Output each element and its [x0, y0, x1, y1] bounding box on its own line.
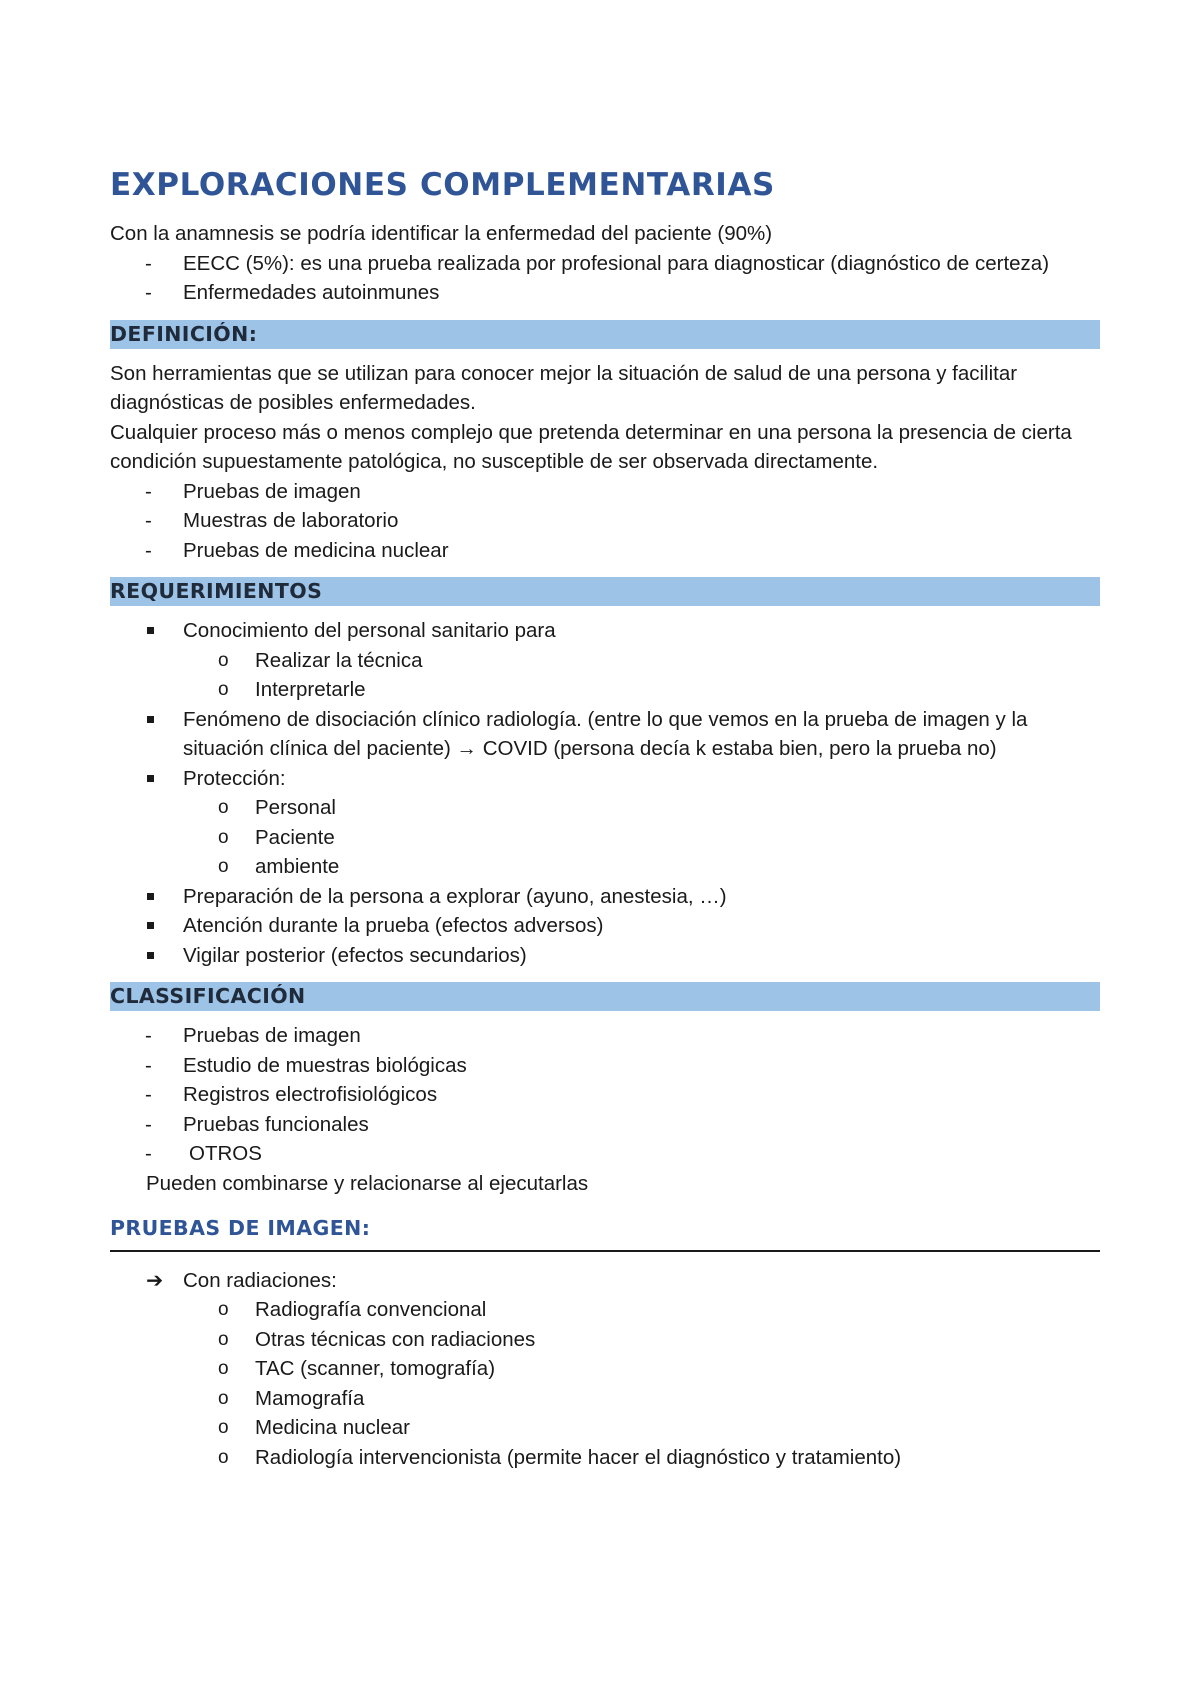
- circle-bullet: o: [218, 1358, 229, 1379]
- list-item: Conocimiento del personal sanitario para: [110, 616, 1100, 646]
- dash-bullet: -: [145, 1053, 152, 1077]
- requirements-list: [110, 616, 1100, 646]
- list-item: Fenómeno de disociación clínico radiología. (entre lo que vemos en la prueba de imagen y la situación clínica del paciente) → COVID (persona decía k estaba bien, pero la prueba no): [110, 705, 1100, 764]
- list-item: o Mamografía: [110, 1384, 1100, 1414]
- list-item: - Estudio de muestras biológicas: [110, 1051, 1100, 1081]
- list-item: - Muestras de laboratorio: [110, 506, 1100, 536]
- requirements-sublist: [110, 646, 1100, 705]
- dash-bullet: -: [145, 1083, 152, 1106]
- list-item: o Radiografía convencional: [110, 1295, 1100, 1325]
- dash-bullet: -: [145, 509, 152, 532]
- classification-note: Pueden combinarse y relacionarse al ejecutarlas: [146, 1171, 589, 1195]
- dash-bullet: -: [145, 251, 152, 275]
- list-item: - Enfermedades autoinmunes: [110, 278, 1100, 308]
- list-item: - Registros electrofisiológicos: [110, 1080, 1100, 1110]
- section-heading-definicion: DEFINICIÓN:: [110, 320, 1100, 349]
- circle-bullet: o: [218, 1417, 229, 1438]
- square-bullet-icon: [147, 893, 154, 900]
- dash-bullet: -: [145, 1024, 152, 1047]
- definition-paragraph: Cualquier proceso más o menos complejo que pretenda determinar en una persona la presencia de cierta condición supuestamente patológica, no susceptible de ser observada directamente.: [110, 420, 1072, 473]
- list-item: - Pruebas de imagen: [110, 477, 1100, 507]
- circle-bullet: o: [218, 1387, 229, 1409]
- list-item: ➔ Con radiaciones:: [110, 1266, 1100, 1296]
- dash-bullet: -: [145, 281, 152, 304]
- list-item: o Realizar la técnica: [110, 646, 1100, 676]
- classification-list: [110, 1021, 1100, 1169]
- definition-list: [110, 477, 1100, 566]
- dash-bullet: -: [145, 479, 152, 503]
- imaging-list: [110, 1266, 1100, 1296]
- list-item: - EECC (5%): es una prueba realizada por profesional para diagnosticar (diagnóstico de certeza): [110, 249, 1100, 279]
- requirements-sublist: [110, 793, 1100, 882]
- list-item: o Interpretarle: [110, 675, 1100, 705]
- square-bullet-icon: [147, 775, 154, 782]
- circle-bullet: o: [218, 1446, 229, 1468]
- dash-bullet: -: [145, 1142, 152, 1165]
- arrow-icon: →: [456, 737, 477, 760]
- list-item: - Pruebas de medicina nuclear: [110, 536, 1100, 566]
- square-bullet-icon: [147, 952, 154, 959]
- circle-bullet: o: [218, 679, 229, 700]
- list-item: Atención durante la prueba (efectos adversos): [110, 911, 1100, 941]
- circle-bullet: o: [218, 649, 229, 671]
- arrow-icon: ➔: [146, 1268, 164, 1292]
- circle-bullet: o: [218, 1299, 229, 1320]
- list-item: Vigilar posterior (efectos secundarios): [110, 941, 1100, 971]
- definition-paragraph: Son herramientas que se utilizan para conocer mejor la situación de salud de una persona y facilitar diagnósticas de posibles enfermedades.: [110, 361, 1018, 414]
- page-title: EXPLORACIONES COMPLEMENTARIAS: [110, 167, 775, 203]
- document-content: [110, 165, 1100, 1472]
- circle-bullet: o: [218, 856, 229, 877]
- list-item: o Personal: [110, 793, 1100, 823]
- imaging-sublist: [110, 1295, 1100, 1472]
- list-item: o Medicina nuclear: [110, 1413, 1100, 1443]
- list-item: Protección:: [110, 764, 1100, 794]
- intro-list: [110, 249, 1100, 308]
- dash-bullet: -: [145, 538, 152, 562]
- requirements-list: [110, 882, 1100, 971]
- dash-bullet: -: [145, 1112, 152, 1136]
- list-item: o Paciente: [110, 823, 1100, 853]
- list-item: - OTROS: [110, 1139, 1100, 1169]
- circle-bullet: o: [218, 826, 229, 848]
- square-bullet-icon: [147, 922, 154, 929]
- requirements-list: [110, 705, 1100, 794]
- list-item: o TAC (scanner, tomografía): [110, 1354, 1100, 1384]
- square-bullet-icon: [147, 627, 154, 634]
- list-item: Preparación de la persona a explorar (ayuno, anestesia, …): [110, 882, 1100, 912]
- list-item: o Radiología intervencionista (permite hacer el diagnóstico y tratamiento): [110, 1443, 1100, 1473]
- section-heading-requerimientos: REQUERIMIENTOS: [110, 577, 1100, 606]
- list-item: - Pruebas funcionales: [110, 1110, 1100, 1140]
- list-item: o ambiente: [110, 852, 1100, 882]
- intro-paragraph: Con la anamnesis se podría identificar la enfermedad del paciente (90%): [110, 222, 773, 245]
- section-heading-clasificacion: CLASSIFICACIÓN: [110, 982, 1100, 1011]
- list-item: o Otras técnicas con radiaciones: [110, 1325, 1100, 1355]
- section-heading-pruebas-imagen: PRUEBAS DE IMAGEN:: [110, 1214, 1100, 1252]
- square-bullet-icon: [147, 716, 154, 723]
- circle-bullet: o: [218, 1328, 229, 1350]
- list-item: - Pruebas de imagen: [110, 1021, 1100, 1051]
- circle-bullet: o: [218, 797, 229, 818]
